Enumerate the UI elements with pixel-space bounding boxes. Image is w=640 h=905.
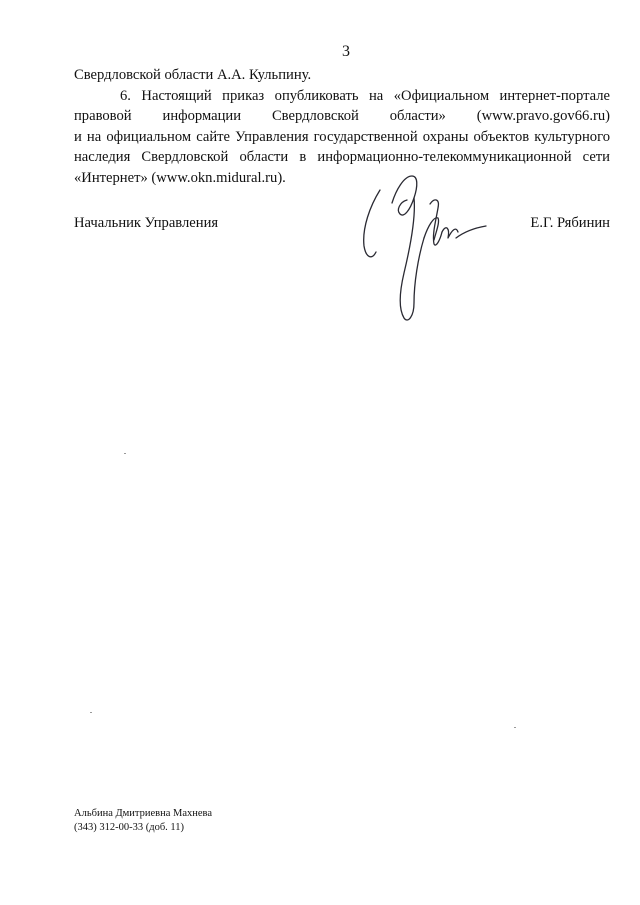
document-body (74, 65, 610, 189)
paragraph-6 (74, 86, 610, 189)
signature-block (74, 213, 610, 235)
position-title: Начальник Управления (74, 215, 219, 231)
signer-name: Е.Г. Рябинин (530, 215, 610, 231)
scan-speck (514, 727, 516, 728)
scan-speck (124, 453, 126, 454)
executor-phone: (343) 312-00-33 (доб. 11) (74, 821, 185, 833)
paragraph-6-line-3: и на официальном сайте Управления государственной охраны объектов культурного (74, 128, 610, 145)
executor-name: Альбина Дмитриевна Махнева (74, 808, 213, 819)
scan-speck (90, 712, 92, 713)
handwritten-signature (352, 168, 492, 323)
paragraph-6-line-5: «Интернет» (www.okn.midural.ru). (74, 169, 286, 186)
paragraph-6-line-1: 6. Настоящий приказ опубликовать на «Официальном интернет-портале (120, 87, 610, 104)
paragraph-6-line-2: правовой информации Свердловской области» (www.pravo.gov66.ru) (74, 108, 610, 125)
executor-footer (74, 807, 212, 834)
page-number: 3 (342, 43, 350, 60)
paragraph-continuation: Свердловской области А.А. Кульпину. (74, 67, 312, 83)
paragraph-6-line-4: наследия Свердловской области в информационно-телекоммуникационной сети (74, 149, 610, 166)
